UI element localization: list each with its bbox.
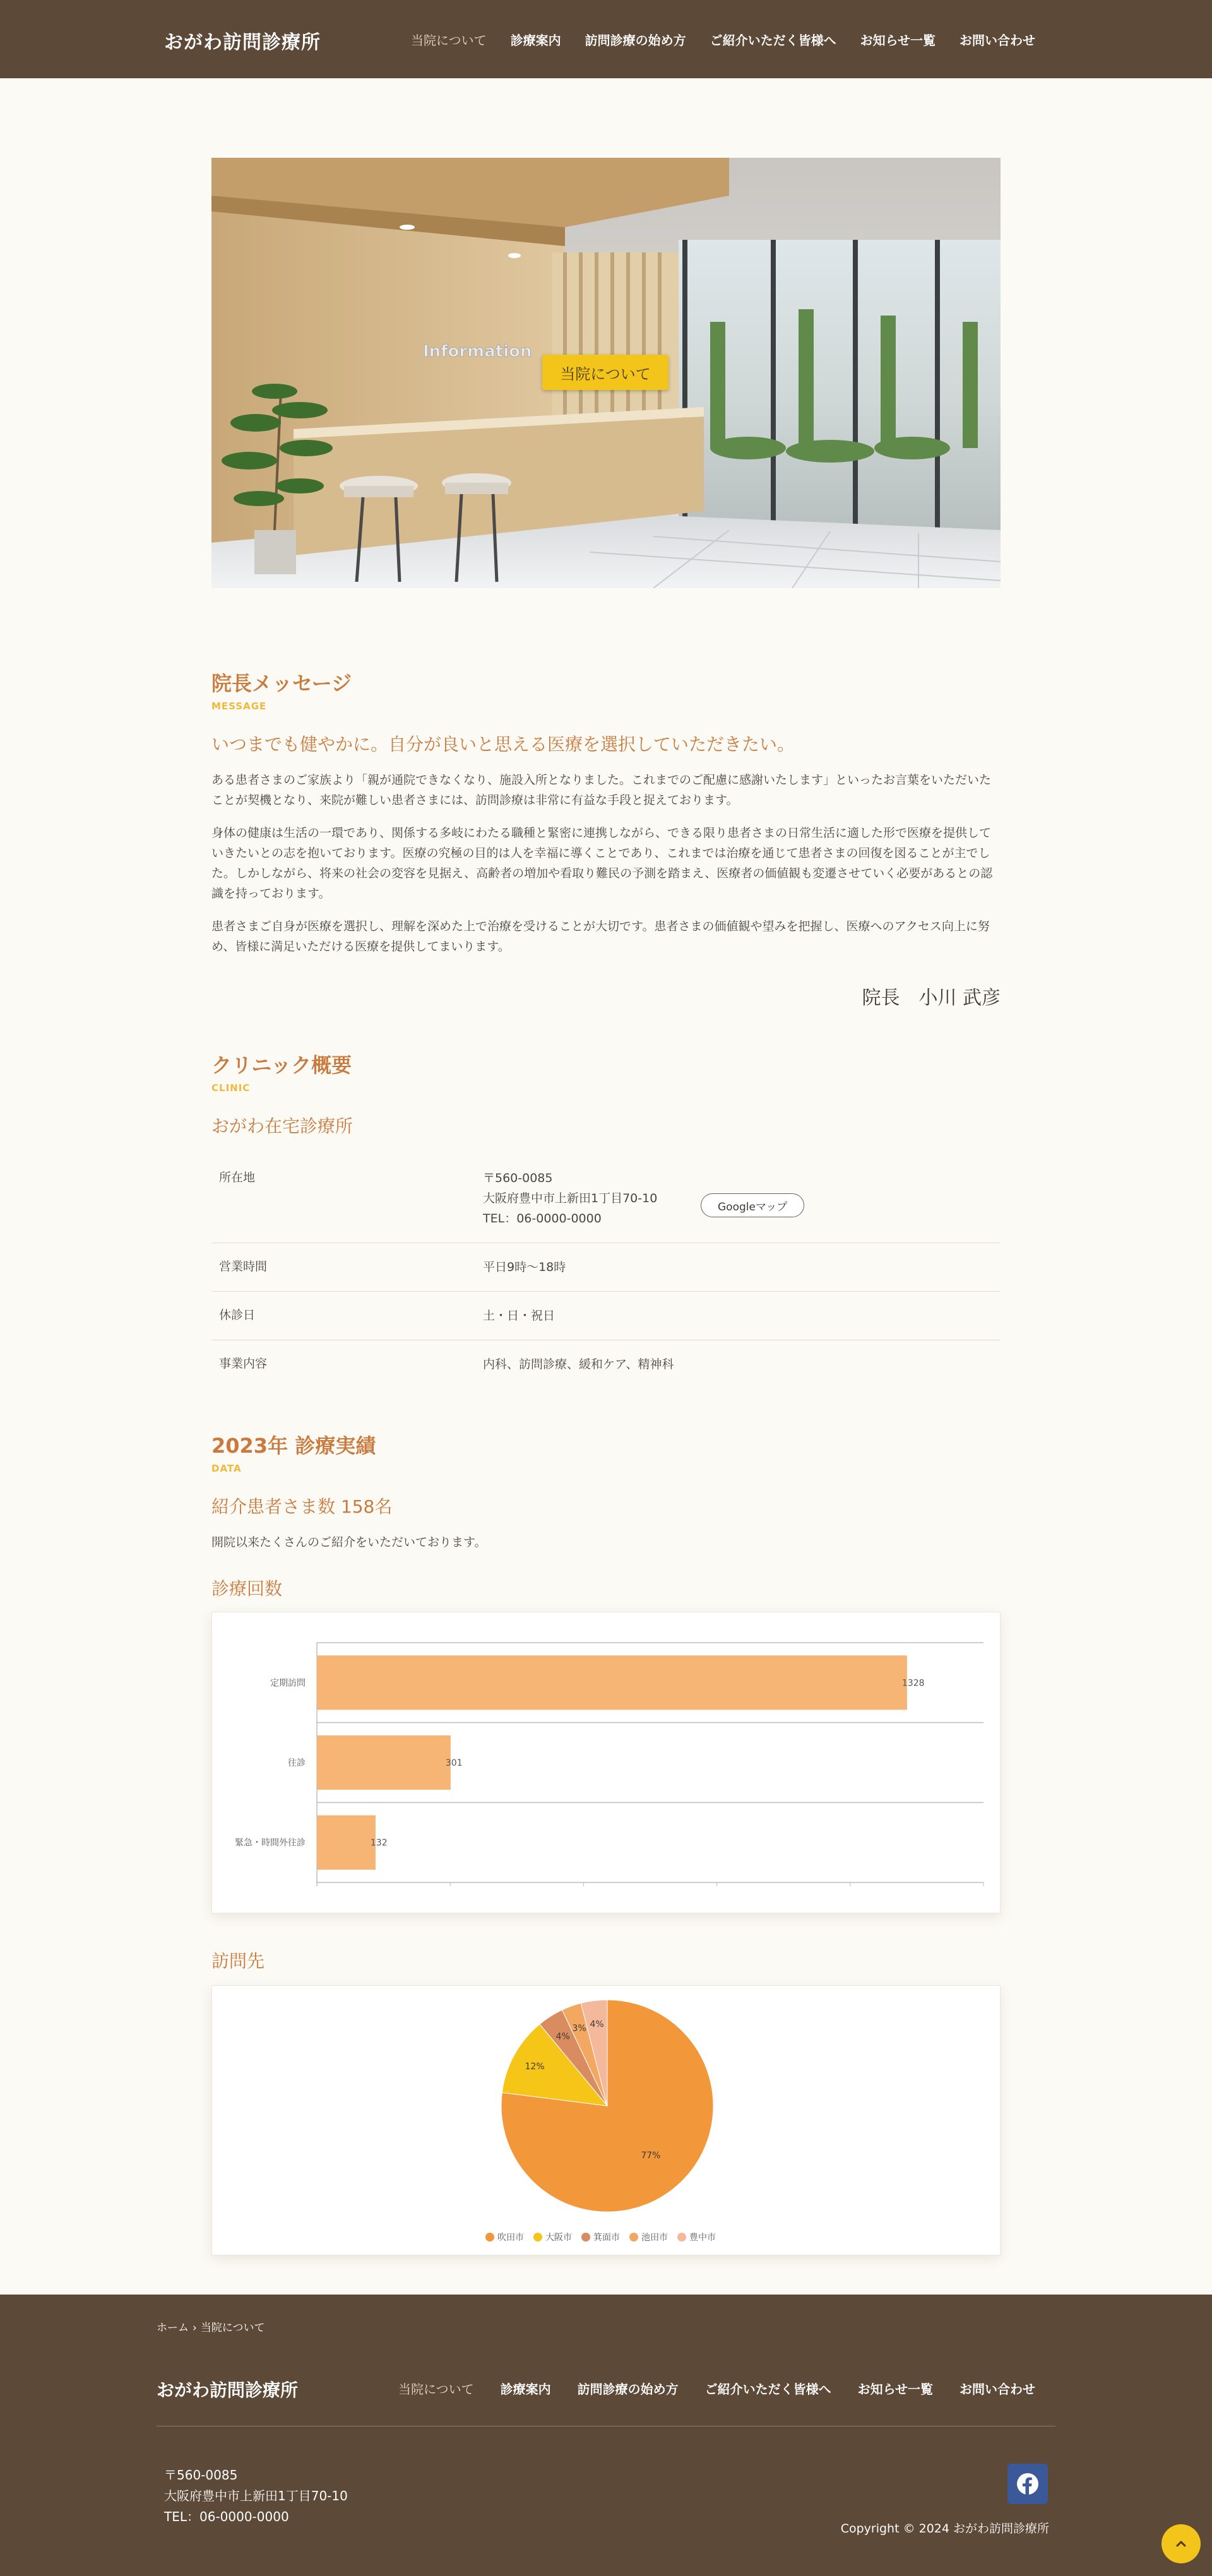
footer-nav-about[interactable]: 当院について [398, 2382, 474, 2397]
table-row [211, 1340, 1001, 1389]
visit-count-chart [212, 1612, 1001, 1914]
row-value: 土・日・祝日 [483, 1309, 556, 1323]
site-header [0, 0, 1212, 78]
message-paragraph: 患者さまご自身が医療を選択し、理解を深めた上で治療を受けることが大切です。患者さまの価値観や望みを把握し、医療へのアクセス向上に努め、皆様に満足いただける医療を提供してまいります。 [211, 919, 990, 954]
footer-logo[interactable]: おがわ訪問診療所 [157, 2380, 299, 2401]
bar [317, 1816, 376, 1870]
breadcrumb-separator: › [193, 2322, 197, 2334]
facebook-button[interactable] [1007, 2464, 1048, 2504]
nav-services[interactable]: 診療案内 [510, 33, 561, 48]
message-paragraph: ある患者さまのご家族より「親が通院できなくなり、施設入所となりました。これまでのご配慮に感謝いたします」といったお言葉をいただいたことが契機となり、来院が難しい患者さまには、訪問診療は非常に有益な手段と捉えております。 [211, 773, 992, 807]
breadcrumb-current: 当院について [200, 2322, 265, 2334]
nav-referrers[interactable]: ご紹介いただく皆様へ [710, 33, 836, 48]
value-label: 132 [370, 1838, 388, 1848]
footer-nav [398, 2379, 1035, 2397]
table-row [211, 1243, 1001, 1292]
slice-label: 3% [572, 2023, 586, 2034]
legend-marker [677, 2233, 686, 2242]
google-map-button[interactable]: Googleマップ [701, 1193, 804, 1217]
legend-label: 豊中市 [689, 2233, 716, 2243]
row-label: 営業時間 [219, 1260, 268, 1273]
message-subtitle: MESSAGE [211, 700, 267, 712]
bar [317, 1655, 907, 1710]
legend-marker [581, 2233, 590, 2242]
bar [317, 1735, 451, 1790]
visit-count-chart-card [211, 1612, 1001, 1913]
global-nav [411, 30, 1035, 49]
footer-nav-getting-started[interactable]: 訪問診療の始め方 [577, 2382, 679, 2397]
page-top-button[interactable] [1162, 2524, 1201, 2563]
table-row [211, 1292, 1001, 1340]
row-label: 事業内容 [219, 1357, 268, 1371]
legend-label: 吹田市 [497, 2233, 524, 2243]
breadcrumb-home[interactable]: ホーム [157, 2322, 189, 2334]
data-subtitle: DATA [211, 1463, 242, 1474]
site-footer [0, 2295, 1212, 2576]
slice-label: 77% [641, 2151, 661, 2161]
legend-marker [533, 2233, 542, 2242]
referral-count: 紹介患者さま数 158名 [211, 1496, 393, 1517]
clinic-subtitle: CLINIC [211, 1082, 251, 1094]
footer-nav-news[interactable]: お知らせ一覧 [857, 2382, 933, 2397]
data-title: 2023年 診療実績 [211, 1434, 376, 1458]
destination-heading: 訪問先 [211, 1951, 265, 1971]
footer-nav-referrers[interactable]: ご紹介いただく皆様へ [704, 2382, 831, 2397]
phone: TEL：06-0000-0000 [483, 1212, 602, 1226]
footer-phone: TEL：06-0000-0000 [164, 2509, 289, 2524]
clinic-title: クリニック概要 [211, 1053, 352, 1077]
category-label: 緊急・時間外往診 [235, 1838, 306, 1848]
data-note: 開院以来たくさんのご紹介をいただいております。 [211, 1535, 487, 1549]
legend-label: 池田市 [641, 2233, 668, 2243]
table-row [211, 1154, 1001, 1243]
message-lead: いつまでも健やかに。自分が良いと思える医療を選択していただきたい。 [211, 734, 795, 755]
address-block [483, 1168, 701, 1229]
row-label: 休診日 [219, 1308, 256, 1322]
value-label: 301 [445, 1758, 463, 1768]
nav-news[interactable]: お知らせ一覧 [860, 33, 936, 48]
category-label: 定期訪問 [270, 1678, 306, 1689]
visit-count-heading: 診療回数 [211, 1578, 283, 1599]
footer-address-line: 大阪府豊中市上新田1丁目70-10 [164, 2488, 348, 2503]
row-label: 所在地 [219, 1171, 256, 1185]
message-paragraph: 身体の健康は生活の一環であり、関係する多岐にわたる職種と緊密に連携しながら、できる限り患者さまの日常生活に適した形で医療を提供していきたいとの志を抱いております。医療の究極の目的は人を幸福に導くことであり、これまでは治療を通じて患者さまの回復を図ることが主でした。しかしながら、将来の社会の変容を見据え、高齢者の増加や看取り難民の予測を踏まえ、医療者の価値観も変遷させていく必要があるとの認識を持っております。 [211, 826, 993, 901]
value-label: 1328 [901, 1678, 925, 1689]
footer-address [164, 2465, 348, 2527]
director-signature: 院長 小川 武彦 [862, 987, 1001, 1009]
message-title: 院長メッセージ [211, 671, 352, 695]
footer-nav-contact[interactable]: お問い合わせ [960, 2382, 1035, 2397]
information-sign: Information [423, 342, 532, 361]
nav-about[interactable]: 当院について [410, 33, 487, 48]
legend-marker [485, 2233, 494, 2242]
footer-postal-code: 〒560-0085 [164, 2467, 238, 2483]
facebook-icon [1016, 2473, 1039, 2495]
message-section [211, 668, 1001, 1010]
destination-chart-card [211, 1985, 1001, 2255]
postal-code: 〒560-0085 [483, 1171, 553, 1185]
page-title-badge: 当院について [542, 355, 668, 390]
slice-label: 4% [590, 2019, 604, 2029]
row-value: 内科、訪問診療、緩和ケア、精神科 [483, 1357, 674, 1371]
slice-label: 12% [525, 2061, 545, 2072]
clinic-info-table [211, 1154, 1001, 1388]
address: 大阪府豊中市上新田1丁目70-10 [483, 1191, 658, 1205]
data-section [211, 1430, 1001, 1552]
legend-label: 大阪市 [545, 2233, 572, 2243]
copyright: Copyright © 2024 おがわ訪問診療所 [840, 2522, 1049, 2536]
chevron-up-icon [1173, 2536, 1189, 2551]
clinic-section [211, 1049, 1001, 1388]
breadcrumb [157, 2319, 268, 2334]
row-value: 平日9時〜18時 [483, 1260, 566, 1274]
footer-nav-services[interactable]: 診療案内 [500, 2382, 551, 2397]
legend-label: 箕面市 [593, 2233, 620, 2243]
destination-chart [212, 1986, 1001, 2256]
slice-label: 4% [556, 2031, 570, 2042]
clinic-name: おがわ在宅診療所 [211, 1116, 354, 1137]
category-label: 往診 [288, 1758, 306, 1768]
site-logo[interactable]: おがわ訪問診療所 [164, 32, 321, 54]
hero-image [211, 158, 1001, 588]
nav-getting-started[interactable]: 訪問診療の始め方 [585, 33, 686, 48]
nav-contact[interactable]: お問い合わせ [960, 33, 1035, 48]
legend-marker [629, 2233, 638, 2242]
